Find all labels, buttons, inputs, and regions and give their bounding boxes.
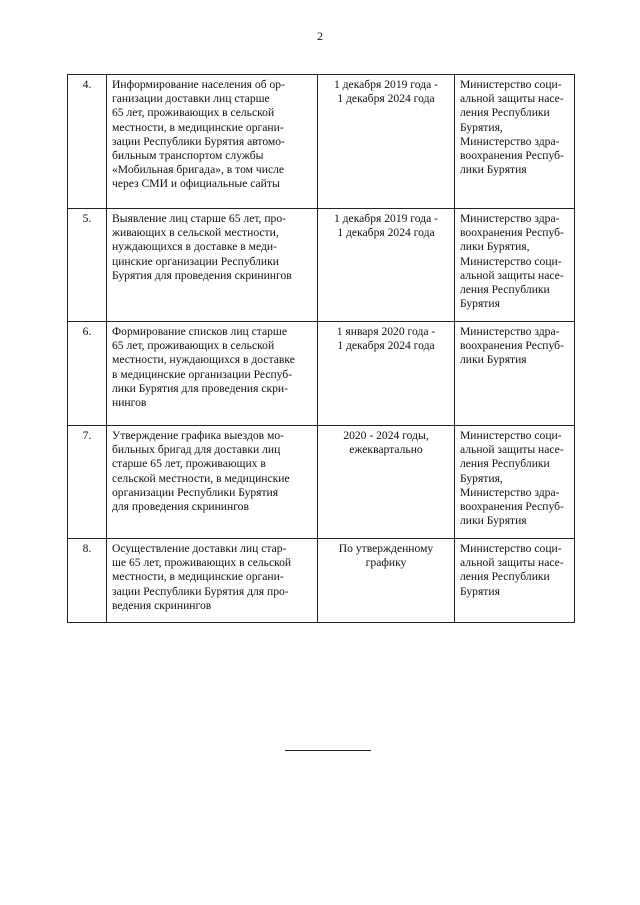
implementation-period: 2020 - 2024 годы, ежеквартально: [318, 426, 455, 539]
row-number: 5.: [68, 209, 107, 322]
end-of-document-line: [285, 750, 371, 751]
row-number: 6.: [68, 322, 107, 426]
measure-description: Информирование населения об ор- ганизации доставки лиц старше 65 лет, проживающих в сельской местности, в медицинские органи- зации Республики Бурятия автомо- бильным транспортом службы «Мобильная бригада», в том числе через СМИ и официальные сайты: [107, 75, 318, 209]
row-number: 4.: [68, 75, 107, 209]
measure-description: Формирование списков лиц старше 65 лет, проживающих в сельской местности, нуждающихся в доставке в медицинские организации Респуб- лики Бурятия для проведения скри- нингов: [107, 322, 318, 426]
responsible-executor: Министерство соци- альной защиты насе- ления Республики Бурятия: [455, 539, 575, 623]
page-number: 2: [317, 29, 323, 43]
responsible-executor: Министерство соци- альной защиты насе- ления Республики Бурятия, Министерство здра- воохранения Респуб- лики Бурятия: [455, 426, 575, 539]
table-row: [68, 539, 575, 623]
table-row: [68, 209, 575, 322]
responsible-executor: Министерство здра- воохранения Респуб- лики Бурятия, Министерство соци- альной защиты насе- ления Республики Бурятия: [455, 209, 575, 322]
row-number: 8.: [68, 539, 107, 623]
responsible-executor: Министерство здра- воохранения Респуб- лики Бурятия: [455, 322, 575, 426]
responsible-executor: Министерство соци- альной защиты насе- ления Республики Бурятия, Министерство здра- воохранения Респуб- лики Бурятия: [455, 75, 575, 209]
implementation-period: 1 декабря 2019 года - 1 декабря 2024 года: [318, 75, 455, 209]
row-number: 7.: [68, 426, 107, 539]
implementation-period: 1 января 2020 года - 1 декабря 2024 года: [318, 322, 455, 426]
table-row: [68, 426, 575, 539]
implementation-period: 1 декабря 2019 года - 1 декабря 2024 года: [318, 209, 455, 322]
implementation-period: По утвержденному графику: [318, 539, 455, 623]
table-row: [68, 322, 575, 426]
table-row: [68, 75, 575, 209]
measure-description: Осуществление доставки лиц стар- ше 65 лет, проживающих в сельской местности, в медицинские органи- зации Республики Бурятия для про- ведения скринингов: [107, 539, 318, 623]
measures-table: [67, 74, 575, 623]
measure-description: Утверждение графика выездов мо- бильных бригад для доставки лиц старше 65 лет, проживающих в сельской местности, в медицинские организации Республики Бурятия для проведения скринингов: [107, 426, 318, 539]
measure-description: Выявление лиц старше 65 лет, про- живающих в сельской местности, нуждающихся в доставке в меди- цинские организации Республики Бурятия для проведения скринингов: [107, 209, 318, 322]
